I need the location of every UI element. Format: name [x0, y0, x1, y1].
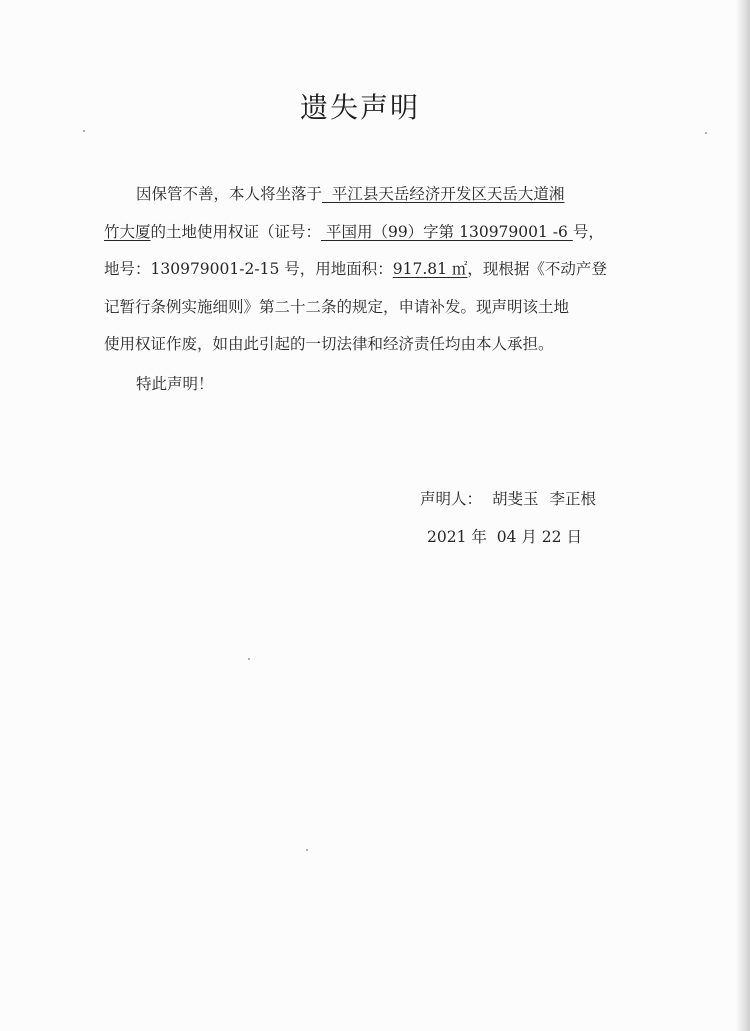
body-line-4: 记暂行条例实施细则》第二十二条的规定，申请补发。现声明该土地: [104, 297, 570, 316]
body-line-3: [104, 251, 614, 289]
body-line-1: [104, 176, 614, 214]
body-line-2-mid: 的土地使用权证（证号：: [150, 222, 322, 241]
land-area: 917.81 ㎡: [392, 260, 468, 278]
document-title: 遗失声明: [299, 91, 420, 124]
declaration-date: 2021 年 04 月 22 日: [427, 528, 582, 546]
declaration-body: [104, 176, 614, 364]
certificate-number: 平国用（99）字第 130979001 -6: [321, 222, 573, 241]
signer-names: 胡斐玉 李正根: [492, 490, 596, 508]
body-line-2-post: 号，: [572, 222, 604, 241]
location-underlined-cont: 竹大厦: [104, 222, 151, 241]
body-line-3-pre: 地号：130979001-2-15 号，用地面积：: [104, 260, 393, 278]
signer-line: [420, 487, 596, 509]
signer-label: 声明人：: [420, 490, 483, 508]
location-underlined: 平江县天岳经济开发区天岳大道湘: [322, 185, 565, 203]
body-line-1-pre: 因保管不善，本人将坐落于: [136, 185, 323, 203]
scan-speck: [705, 132, 707, 134]
scan-speck: [83, 130, 85, 132]
scan-speck: [306, 849, 308, 851]
page-edge-shadow: [736, 0, 750, 1031]
scan-speck: [248, 658, 250, 660]
closing-statement: 特此声明！: [136, 375, 214, 393]
body-line-3-post: ，现根据《不动产登: [467, 260, 607, 278]
body-line-5: 使用权证作废，如由此引起的一切法律和经济责任均由本人承担。: [104, 335, 554, 353]
body-line-2: [104, 214, 614, 252]
